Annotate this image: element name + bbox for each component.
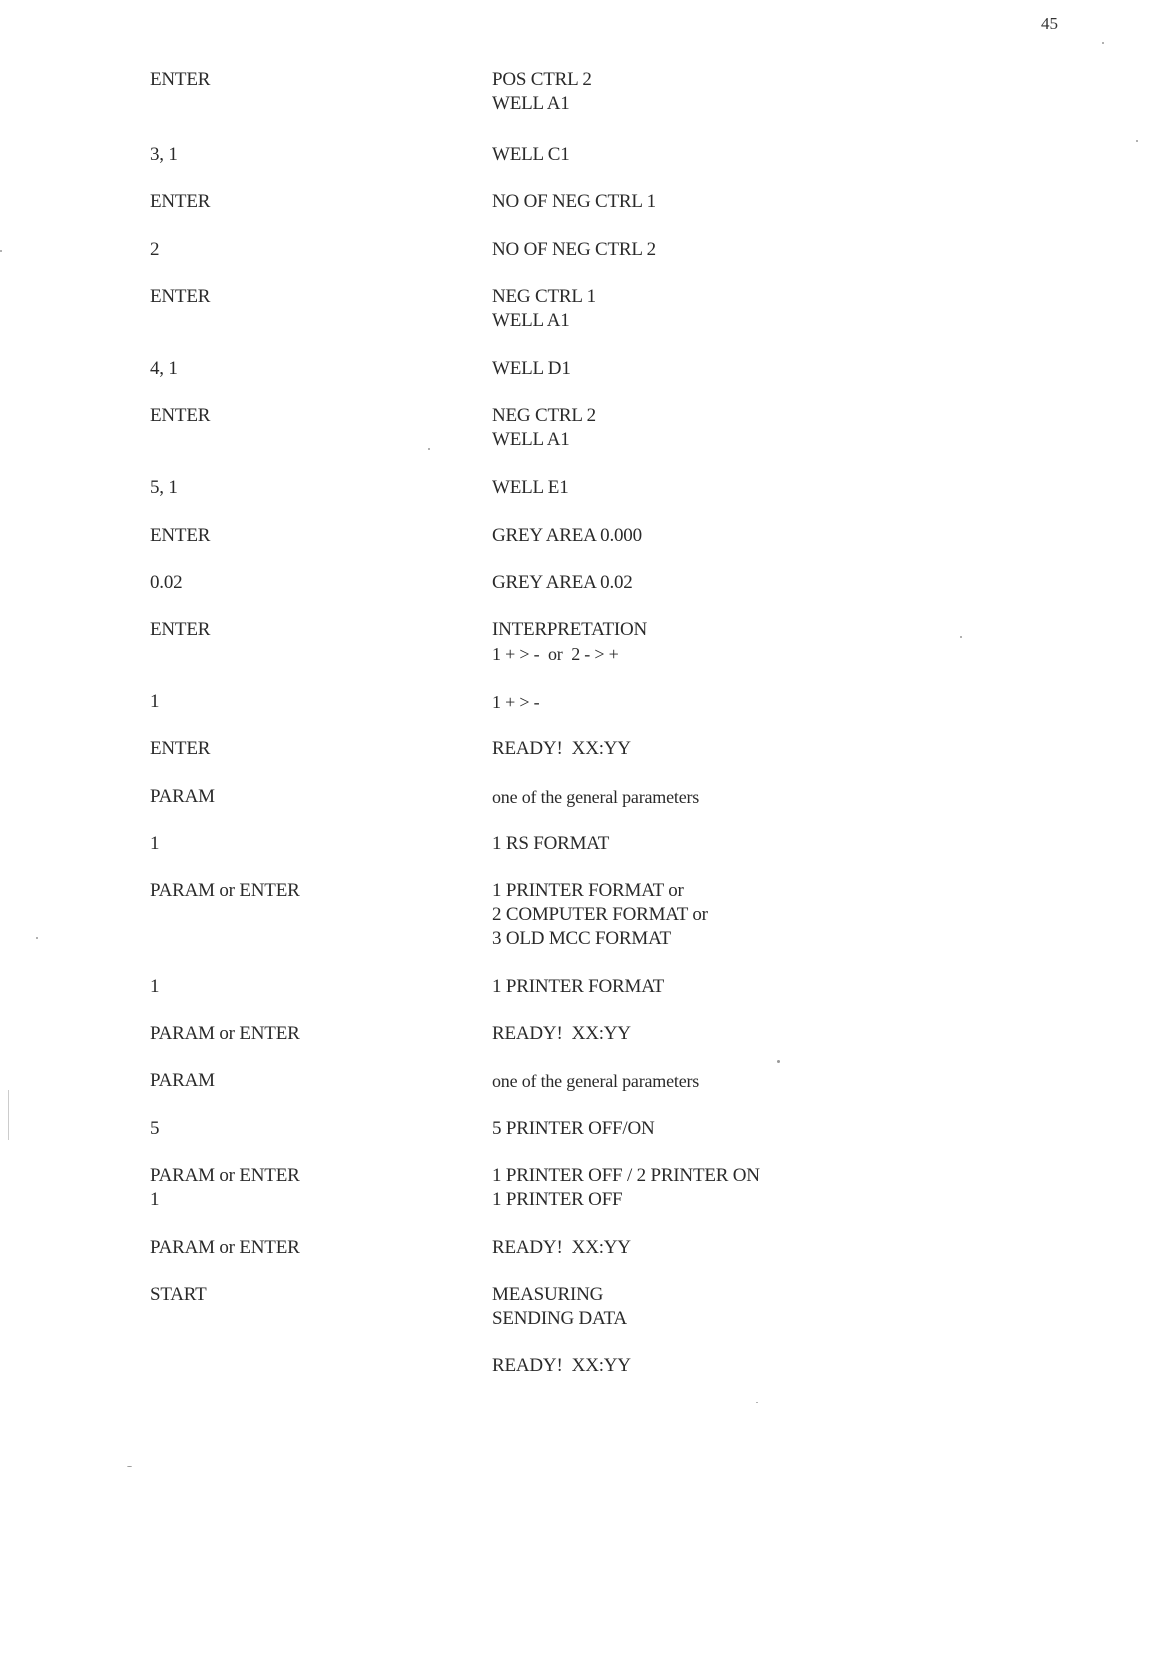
key-text: 1 (150, 976, 160, 997)
key-cell (150, 357, 470, 381)
display-cell (492, 1164, 1012, 1212)
key-cell (150, 832, 470, 856)
display-text: NEG CTRL 1 (492, 286, 596, 307)
key-text: ENTER (150, 525, 211, 546)
display-text: GREY AREA 0.000 (492, 525, 642, 546)
display-text: READY! XX:YY (492, 738, 631, 759)
key-text: PARAM (150, 1070, 215, 1091)
display-text: 3 OLD MCC FORMAT (492, 928, 671, 949)
display-text: one of the general parameters (492, 787, 700, 807)
scan-speck (960, 636, 962, 638)
display-text: 1 PRINTER FORMAT or (492, 880, 684, 901)
key-text: PARAM or ENTER (150, 1237, 300, 1258)
key-cell (150, 1236, 470, 1260)
display-cell (492, 1117, 1012, 1141)
display-cell (492, 879, 1012, 951)
key-cell (150, 143, 470, 167)
display-text: NO OF NEG CTRL 1 (492, 191, 656, 212)
key-cell (150, 1164, 470, 1212)
key-cell (150, 571, 470, 595)
key-cell (150, 238, 470, 262)
display-text: WELL A1 (492, 93, 570, 114)
key-text: PARAM or ENTER (150, 880, 300, 901)
display-cell (492, 975, 1012, 999)
display-text: WELL A1 (492, 310, 570, 331)
display-text: SENDING DATA (492, 1308, 627, 1329)
key-cell (150, 190, 470, 214)
key-text: 4, 1 (150, 358, 178, 379)
display-text: MEASURING (492, 1284, 604, 1305)
key-cell (150, 476, 470, 500)
display-cell (492, 1069, 1012, 1093)
display-cell (492, 1354, 1012, 1378)
display-cell (492, 1022, 1012, 1046)
display-text: WELL E1 (492, 477, 569, 498)
scan-speck (8, 1090, 9, 1140)
key-text: 1 (150, 1189, 160, 1210)
key-cell (150, 404, 470, 428)
display-text: WELL A1 (492, 429, 570, 450)
key-text: PARAM (150, 786, 215, 807)
key-cell (150, 1069, 470, 1093)
scan-speck (1102, 42, 1104, 44)
display-cell (492, 737, 1012, 761)
key-text: 5, 1 (150, 477, 178, 498)
display-text: 5 PRINTER OFF/ON (492, 1118, 655, 1139)
display-text: 1 PRINTER OFF / 2 PRINTER ON (492, 1165, 760, 1186)
display-text: INTERPRETATION (492, 619, 648, 640)
key-cell (150, 618, 470, 642)
display-text: READY! XX:YY (492, 1355, 631, 1376)
display-text: NO OF NEG CTRL 2 (492, 239, 656, 260)
key-cell (150, 68, 470, 92)
key-text: 1 (150, 833, 160, 854)
key-text: 1 (150, 691, 160, 712)
scan-speck (1136, 140, 1138, 142)
display-text: POS CTRL 2 (492, 69, 592, 90)
display-text: 1 PRINTER OFF (492, 1189, 623, 1210)
display-cell (492, 190, 1012, 214)
display-text: READY! XX:YY (492, 1237, 631, 1258)
key-cell (150, 1117, 470, 1141)
display-text: READY! XX:YY (492, 1023, 631, 1044)
display-text: WELL C1 (492, 144, 570, 165)
key-text: ENTER (150, 69, 211, 90)
key-text: ENTER (150, 286, 211, 307)
display-cell (492, 143, 1012, 167)
display-cell (492, 571, 1012, 595)
key-cell (150, 285, 470, 309)
key-text: PARAM or ENTER (150, 1023, 300, 1044)
display-cell (492, 357, 1012, 381)
display-text: 1 RS FORMAT (492, 833, 610, 854)
display-cell (492, 285, 1012, 333)
display-cell (492, 238, 1012, 262)
display-cell (492, 68, 1012, 116)
key-text: 0.02 (150, 572, 183, 593)
page-number: 45 (1041, 14, 1058, 33)
display-cell (492, 832, 1012, 856)
scan-speck (777, 1060, 780, 1063)
display-cell (492, 618, 1012, 666)
key-cell (150, 737, 470, 761)
key-cell (150, 690, 470, 714)
display-text: GREY AREA 0.02 (492, 572, 633, 593)
key-text: 5 (150, 1118, 160, 1139)
display-cell (492, 785, 1012, 809)
display-text: 1 + > - or 2 - > + (492, 644, 619, 664)
key-cell (150, 785, 470, 809)
key-cell (150, 1022, 470, 1046)
display-text: WELL D1 (492, 358, 571, 379)
key-text: ENTER (150, 619, 211, 640)
display-cell (492, 1283, 1012, 1331)
display-cell (492, 404, 1012, 452)
key-text: ENTER (150, 405, 211, 426)
display-cell (492, 476, 1012, 500)
display-cell (492, 1236, 1012, 1260)
key-text: 3, 1 (150, 144, 178, 165)
scan-speck (756, 1402, 758, 1403)
display-cell (492, 524, 1012, 548)
scan-speck (428, 448, 430, 450)
display-text: 1 + > - (492, 692, 540, 712)
display-text: 1 PRINTER FORMAT (492, 976, 665, 997)
key-cell (150, 975, 470, 999)
key-text: ENTER (150, 191, 211, 212)
scan-speck (127, 1466, 132, 1467)
key-cell (150, 524, 470, 548)
scan-speck (0, 250, 2, 252)
key-text: START (150, 1284, 207, 1305)
key-text: ENTER (150, 738, 211, 759)
key-text: PARAM or ENTER (150, 1165, 300, 1186)
key-cell (150, 1283, 470, 1307)
key-text: 2 (150, 239, 160, 260)
display-text: NEG CTRL 2 (492, 405, 596, 426)
display-text: one of the general parameters (492, 1071, 700, 1091)
key-cell (150, 879, 470, 903)
scan-speck (36, 937, 38, 939)
display-text: 2 COMPUTER FORMAT or (492, 904, 708, 925)
display-cell (492, 690, 1012, 714)
